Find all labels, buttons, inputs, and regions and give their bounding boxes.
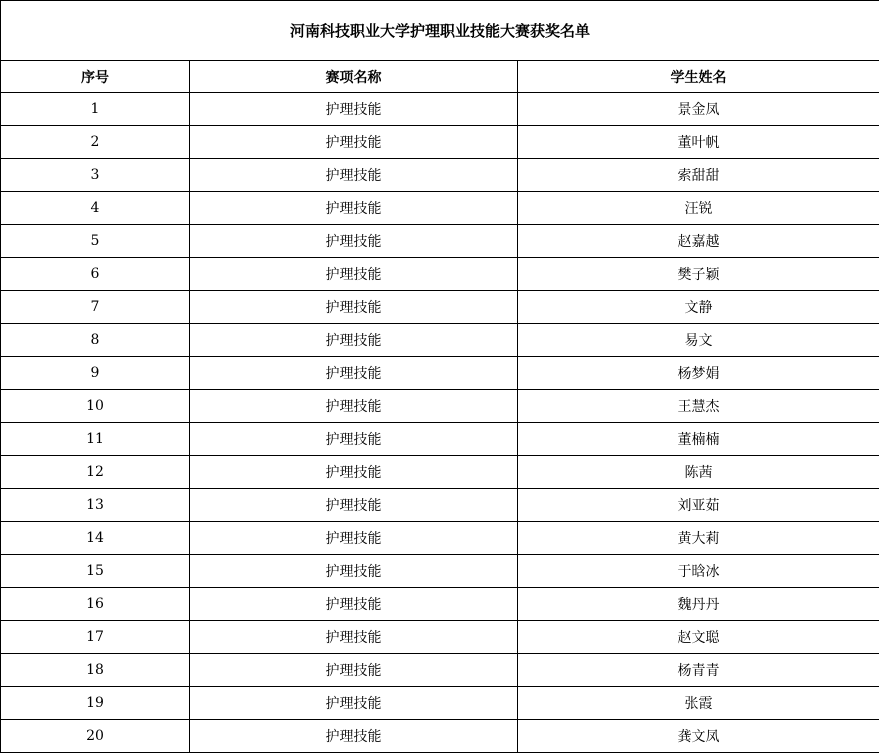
row-name-cell: 董楠楠	[518, 423, 879, 456]
table-row	[1, 489, 879, 522]
row-index-cell: 12	[1, 456, 190, 489]
table-row	[1, 324, 879, 357]
row-name-cell: 陈茜	[518, 456, 879, 489]
table-row	[1, 126, 879, 159]
row-index-cell: 14	[1, 522, 190, 555]
title-row	[1, 1, 879, 61]
row-index-cell: 9	[1, 357, 190, 390]
row-index-cell: 17	[1, 621, 190, 654]
row-index-cell: 19	[1, 687, 190, 720]
column-header-name: 学生姓名	[518, 61, 879, 93]
row-index-cell: 2	[1, 126, 190, 159]
row-name-cell: 汪锐	[518, 192, 879, 225]
row-event-cell: 护理技能	[190, 588, 518, 621]
row-index-cell: 18	[1, 654, 190, 687]
row-event-cell: 护理技能	[190, 390, 518, 423]
row-event-cell: 护理技能	[190, 654, 518, 687]
row-name-cell: 刘亚茹	[518, 489, 879, 522]
row-name-cell: 魏丹丹	[518, 588, 879, 621]
row-event-cell: 护理技能	[190, 126, 518, 159]
table-row	[1, 423, 879, 456]
row-index-cell: 4	[1, 192, 190, 225]
row-event-cell: 护理技能	[190, 357, 518, 390]
row-index-cell: 20	[1, 720, 190, 753]
row-event-cell: 护理技能	[190, 522, 518, 555]
row-index-cell: 1	[1, 93, 190, 126]
table-row	[1, 192, 879, 225]
row-event-cell: 护理技能	[190, 324, 518, 357]
row-name-cell: 张霞	[518, 687, 879, 720]
row-name-cell: 杨梦娟	[518, 357, 879, 390]
row-index-cell: 7	[1, 291, 190, 324]
table-row	[1, 93, 879, 126]
row-index-cell: 13	[1, 489, 190, 522]
table-row	[1, 687, 879, 720]
row-index-cell: 3	[1, 159, 190, 192]
row-name-cell: 董叶帆	[518, 126, 879, 159]
header-row	[1, 61, 879, 93]
table-title: 河南科技职业大学护理职业技能大赛获奖名单	[1, 1, 879, 61]
row-index-cell: 16	[1, 588, 190, 621]
table-row	[1, 456, 879, 489]
row-name-cell: 赵嘉越	[518, 225, 879, 258]
row-event-cell: 护理技能	[190, 456, 518, 489]
row-name-cell: 樊子颖	[518, 258, 879, 291]
row-name-cell: 黄大莉	[518, 522, 879, 555]
table-row	[1, 588, 879, 621]
table-row	[1, 621, 879, 654]
table-row	[1, 522, 879, 555]
row-event-cell: 护理技能	[190, 192, 518, 225]
row-event-cell: 护理技能	[190, 555, 518, 588]
row-index-cell: 8	[1, 324, 190, 357]
row-event-cell: 护理技能	[190, 93, 518, 126]
table-row	[1, 390, 879, 423]
row-event-cell: 护理技能	[190, 291, 518, 324]
row-event-cell: 护理技能	[190, 159, 518, 192]
row-index-cell: 15	[1, 555, 190, 588]
table-row	[1, 654, 879, 687]
row-index-cell: 6	[1, 258, 190, 291]
table-row	[1, 225, 879, 258]
row-name-cell: 赵文聪	[518, 621, 879, 654]
row-name-cell: 龚文凤	[518, 720, 879, 753]
column-header-index: 序号	[1, 61, 190, 93]
row-event-cell: 护理技能	[190, 489, 518, 522]
row-name-cell: 索甜甜	[518, 159, 879, 192]
row-name-cell: 易文	[518, 324, 879, 357]
row-index-cell: 11	[1, 423, 190, 456]
row-index-cell: 5	[1, 225, 190, 258]
row-event-cell: 护理技能	[190, 621, 518, 654]
row-name-cell: 景金凤	[518, 93, 879, 126]
column-header-event: 赛项名称	[190, 61, 518, 93]
table-row	[1, 159, 879, 192]
table-row	[1, 258, 879, 291]
row-name-cell: 于晗冰	[518, 555, 879, 588]
row-name-cell: 文静	[518, 291, 879, 324]
table-row	[1, 555, 879, 588]
table-row	[1, 291, 879, 324]
row-event-cell: 护理技能	[190, 423, 518, 456]
table-row	[1, 720, 879, 753]
row-name-cell: 杨青青	[518, 654, 879, 687]
table-row	[1, 357, 879, 390]
row-event-cell: 护理技能	[190, 687, 518, 720]
row-event-cell: 护理技能	[190, 258, 518, 291]
row-event-cell: 护理技能	[190, 720, 518, 753]
row-event-cell: 护理技能	[190, 225, 518, 258]
row-index-cell: 10	[1, 390, 190, 423]
row-name-cell: 王慧杰	[518, 390, 879, 423]
